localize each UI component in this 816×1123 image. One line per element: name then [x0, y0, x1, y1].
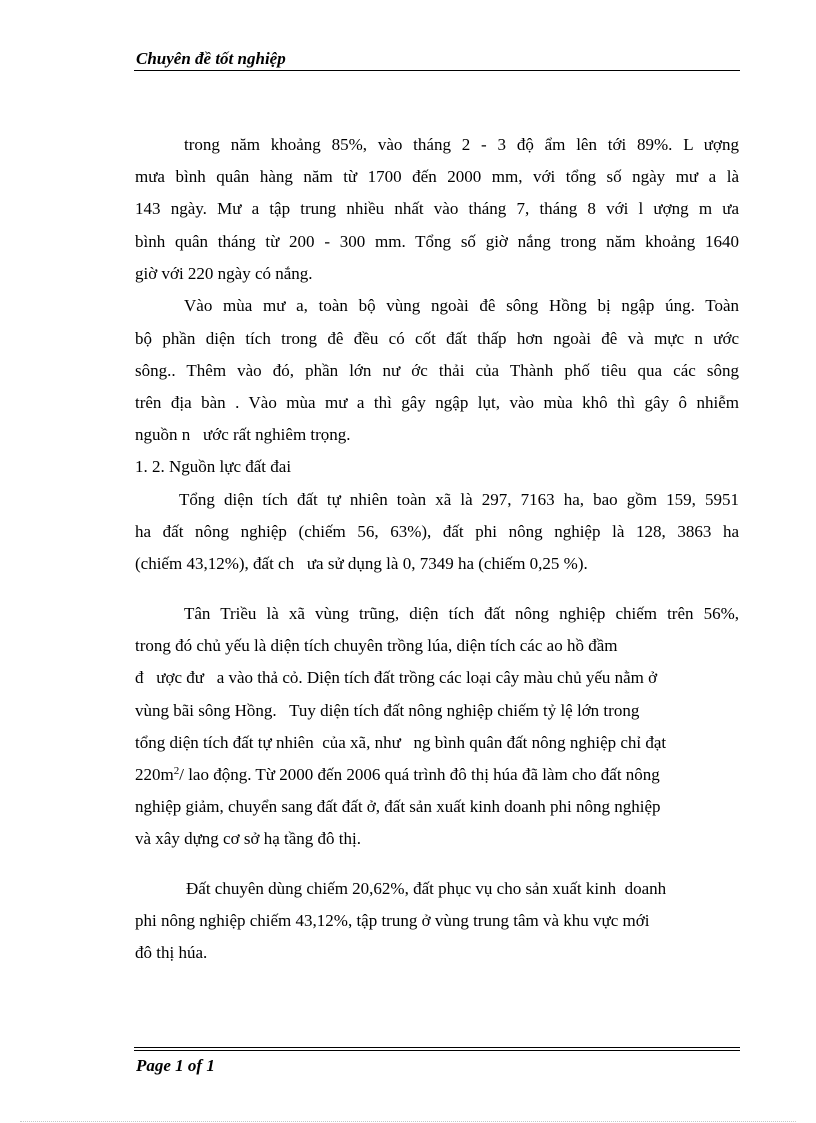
header-title: Chuyên đề tốt nghiệp: [136, 49, 286, 68]
text-segment: / lao động. Từ 2000 đến 2006 quá trình đô thị húa đã làm cho đất nông: [179, 765, 660, 784]
text-line: nguồn n ước rất nghiêm trọng.: [135, 425, 351, 444]
text-line: sông.. Thêm vào đó, phần lớn nư ớc thải của Thành phố tiêu qua các sông: [135, 361, 739, 380]
text-line: và xây dựng cơ sở hạ tầng đô thị.: [135, 829, 361, 848]
text-line: phi nông nghiệp chiếm 43,12%, tập trung ở vùng trung tâm và khu vực mới: [135, 911, 650, 930]
text-line: bình quân tháng từ 200 - 300 mm. Tổng số giờ nắng trong năm khoảng 1640: [135, 232, 739, 251]
text-line: trong đó chủ yếu là diện tích chuyên trồng lúa, diện tích các ao hồ đầm: [135, 636, 618, 655]
text-line: Tân Triều là xã vùng trũng, diện tích đất nông nghiệp chiếm trên 56%,: [184, 604, 739, 623]
text-line: 143 ngày. Mư a tập trung nhiều nhất vào tháng 7, tháng 8 với l ượng m ưa: [135, 199, 739, 218]
text-line: Đất chuyên dùng chiếm 20,62%, đất phục vụ cho sản xuất kinh doanh: [186, 879, 667, 898]
header-divider: [134, 70, 740, 71]
text-segment: 220m: [135, 765, 174, 784]
text-line: mưa bình quân hàng năm từ 1700 đến 2000 mm, với tổng số ngày mư a là: [135, 167, 739, 186]
section-heading: 1. 2. Nguồn lực đất đai: [135, 457, 292, 476]
footer-divider-bottom: [134, 1050, 740, 1051]
text-line: Tổng diện tích đất tự nhiên toàn xã là 297, 7163 ha, bao gồm 159, 5951: [179, 490, 739, 509]
page-number: Page 1 of 1: [136, 1056, 215, 1075]
text-line: tổng diện tích đất tự nhiên của xã, như ng bình quân đất nông nghiệp chỉ đạt: [135, 733, 667, 752]
superscript: 2: [173, 765, 180, 777]
text-line: giờ với 220 ngày có nắng.: [135, 264, 313, 283]
text-line: Vào mùa mư a, toàn bộ vùng ngoài đê sông Hồng bị ngập úng. Toàn: [184, 296, 739, 315]
text-line: vùng bãi sông Hồng. Tuy diện tích đất nông nghiệp chiếm tỷ lệ lớn trong: [135, 701, 640, 720]
text-line: trong năm khoảng 85%, vào tháng 2 - 3 độ ẩm lên tới 89%. L ượng: [184, 135, 739, 154]
page-bottom-edge: [20, 1121, 796, 1122]
footer-divider-top: [134, 1047, 740, 1048]
text-line: trên địa bàn . Vào mùa mư a thì gây ngập lụt, vào mùa khô thì gây ô nhiễm: [135, 393, 739, 412]
text-line: nghiệp giảm, chuyển sang đất đất ở, đất sản xuất kinh doanh phi nông nghiệp: [135, 797, 661, 816]
text-line: (chiếm 43,12%), đất ch ưa sử dụng là 0, 7349 ha (chiếm 0,25 %).: [135, 554, 588, 573]
text-line: đô thị húa.: [135, 943, 208, 962]
text-line: [135, 764, 660, 786]
text-line: ha đất nông nghiệp (chiếm 56, 63%), đất phi nông nghiệp là 128, 3863 ha: [135, 522, 739, 541]
text-line: đ ược đư a vào thả cỏ. Diện tích đất trồng các loại cây màu chủ yếu nằm ở: [135, 668, 658, 687]
text-line: bộ phần diện tích trong đê đều có cốt đất thấp hơn ngoài đê và mực n ước: [135, 329, 739, 348]
